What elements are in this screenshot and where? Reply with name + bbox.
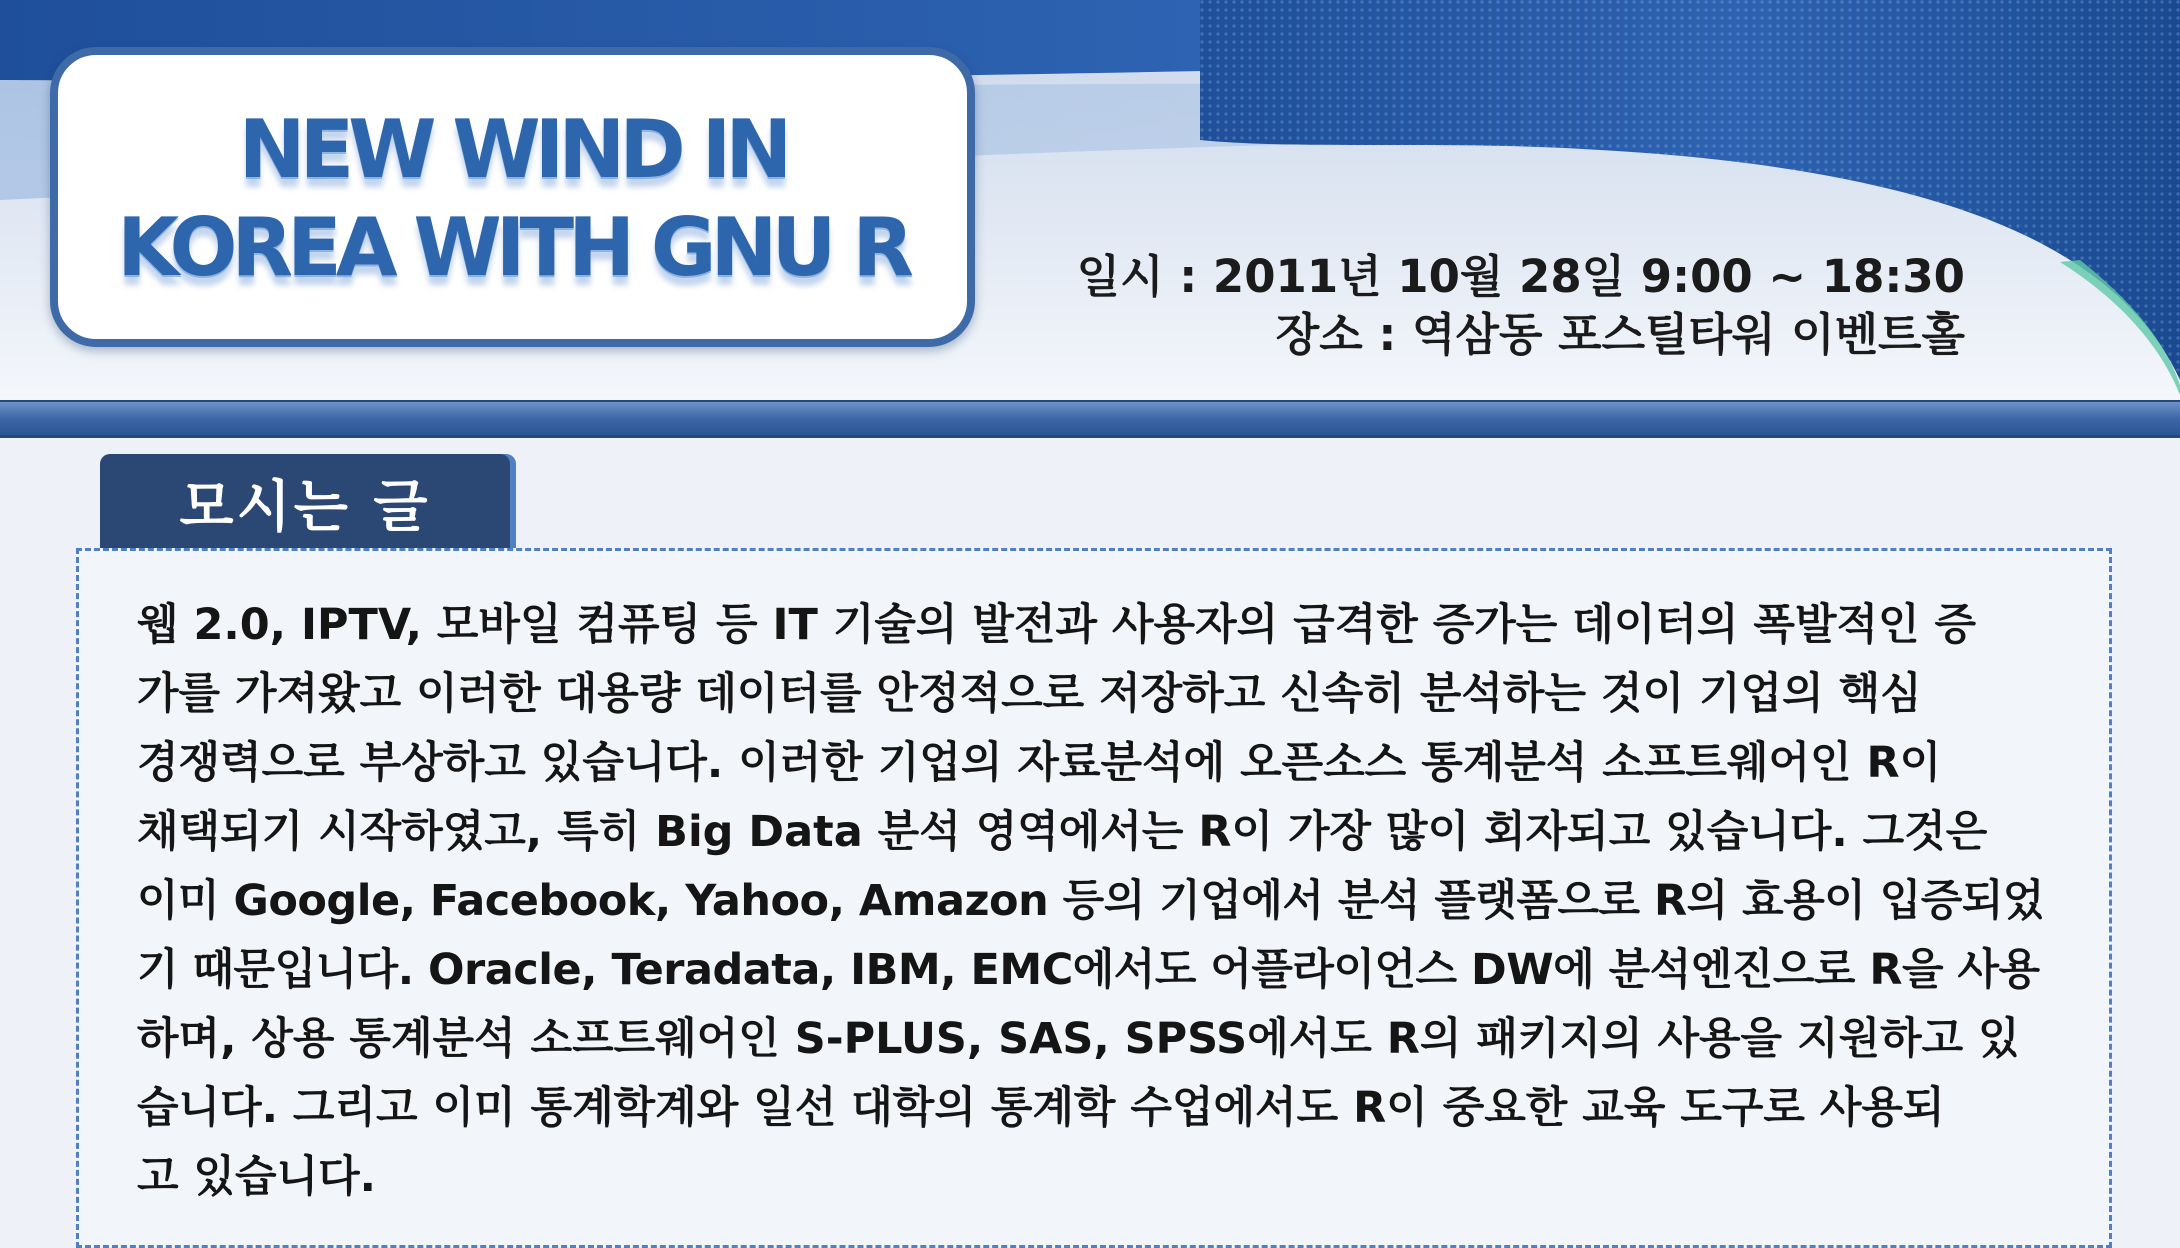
section-tab bbox=[100, 454, 510, 552]
paragraph-line: 웹 2.0, IPTV, 모바일 컴퓨팅 등 IT 기술의 발전과 사용자의 급격한 증가는 데이터의 폭발적인 증 bbox=[137, 600, 1977, 650]
event-date: 일시 : 2011년 10월 28일 9:00 ~ 18:30 bbox=[1076, 250, 1965, 303]
invitation-content-box bbox=[76, 548, 2112, 1248]
event-info bbox=[1077, 248, 1965, 364]
paragraph-line: 고 있습니다. bbox=[137, 1152, 376, 1202]
title-box bbox=[50, 47, 975, 347]
section-tab-label: 모시는 글 bbox=[179, 475, 431, 540]
paragraph-line: 기 때문입니다. Oracle, Teradata, IBM, EMC에서도 어플라이언스 DW에 분석엔진으로 R을 사용 bbox=[137, 945, 2040, 995]
paragraph-line: 하며, 상용 통계분석 소프트웨어인 S-PLUS, SAS, SPSS에서도 R의 패키지의 사용을 지원하고 있 bbox=[137, 1014, 2020, 1064]
paragraph-line: 채택되기 시작하였고, 특히 Big Data 분석 영역에서는 R이 가장 많이 회자되고 있습니다. 그것은 bbox=[137, 807, 1988, 857]
paragraph-line: 경쟁력으로 부상하고 있습니다. 이러한 기업의 자료분석에 오픈소스 통계분석 소프트웨어인 R이 bbox=[137, 738, 1942, 788]
invitation-paragraph bbox=[137, 591, 2047, 1212]
paragraph-line: 이미 Google, Facebook, Yahoo, Amazon 등의 기업에서 분석 플랫폼으로 R의 효용이 입증되었 bbox=[137, 876, 2044, 926]
header-divider-band bbox=[0, 400, 2180, 438]
paragraph-line: 습니다. 그리고 이미 통계학계와 일선 대학의 통계학 수업에서도 R이 중요한 교육 도구로 사용되 bbox=[137, 1083, 1945, 1133]
paragraph-line: 가를 가져왔고 이러한 대용량 데이터를 안정적으로 저장하고 신속히 분석하는 것이 기업의 핵심 bbox=[137, 669, 1922, 719]
title-line-2: KOREA WITH GNU R bbox=[117, 201, 908, 294]
title-line-1: NEW WIND IN bbox=[238, 103, 787, 196]
event-venue: 장소 : 역삼동 포스틸타워 이벤트홀 bbox=[1275, 308, 1965, 361]
